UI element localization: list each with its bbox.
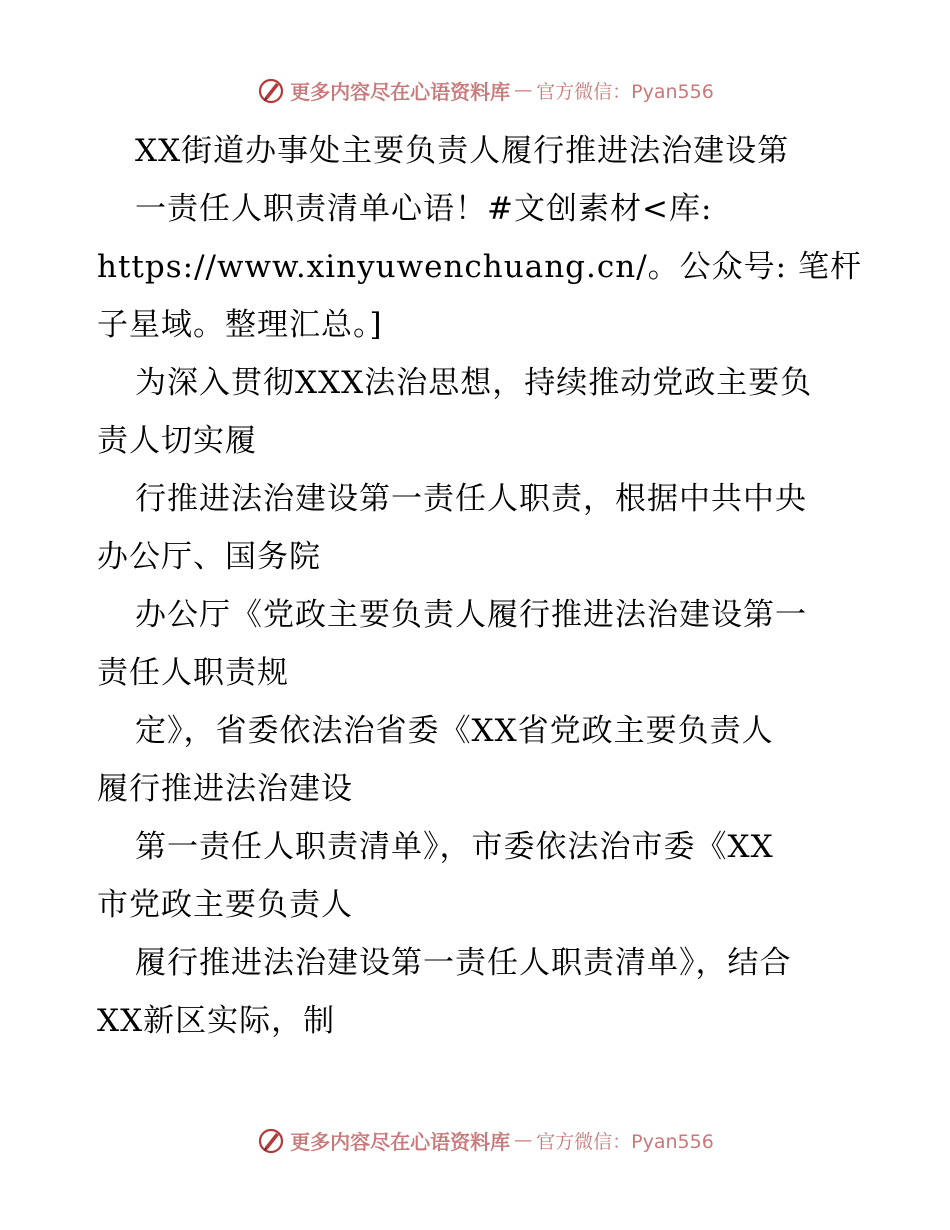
banner-contact: 官方微信：Pyan556 bbox=[536, 80, 714, 103]
pen-logo-icon bbox=[256, 1125, 286, 1155]
document-body bbox=[97, 122, 862, 1050]
banner-contact: 官方微信：Pyan556 bbox=[536, 1130, 714, 1153]
text-line: 一责任人职责清单心语！#文创素材<库: bbox=[135, 191, 713, 227]
text-line: 第一责任人职责清单》，市委依法治市委《XX bbox=[135, 829, 774, 865]
banner-separator: — bbox=[514, 79, 533, 101]
text-line: 定》，省委依法治省委《XX省党政主要负责人 bbox=[135, 713, 774, 749]
text-line: 子星域。整理汇总。] bbox=[97, 307, 383, 343]
text-line: 行推进法治建设第一责任人职责，根据中共中央 bbox=[135, 481, 807, 517]
text-line: 履行推进法治建设第一责任人职责清单》，结合 bbox=[135, 945, 792, 981]
text-line: 市党政主要负责人 bbox=[97, 887, 353, 923]
text-line: https://www.xinyuwenchuang.cn/。公众号: 笔杆 bbox=[97, 249, 862, 285]
text-line: 办公厅《党政主要负责人履行推进法治建设第一 bbox=[135, 597, 807, 633]
banner-text: 更多内容尽在心语资料库 bbox=[290, 1129, 511, 1154]
pen-logo-icon bbox=[256, 75, 286, 105]
text-line: XX街道办事处主要负责人履行推进法治建设第 bbox=[135, 133, 790, 169]
text-line: 履行推进法治建设 bbox=[97, 771, 353, 807]
text-line: 责人切实履 bbox=[97, 423, 257, 459]
header-banner bbox=[0, 70, 950, 110]
text-line: 责任人职责规 bbox=[97, 655, 289, 691]
text-line: 为深入贯彻XXX法治思想，持续推动党政主要负 bbox=[135, 365, 813, 401]
footer-banner bbox=[0, 1120, 950, 1160]
banner-text: 更多内容尽在心语资料库 bbox=[290, 79, 511, 104]
banner-separator: — bbox=[514, 1129, 533, 1151]
text-line: 办公厅、国务院 bbox=[97, 539, 321, 575]
text-line: XX新区实际，制 bbox=[97, 1003, 336, 1039]
